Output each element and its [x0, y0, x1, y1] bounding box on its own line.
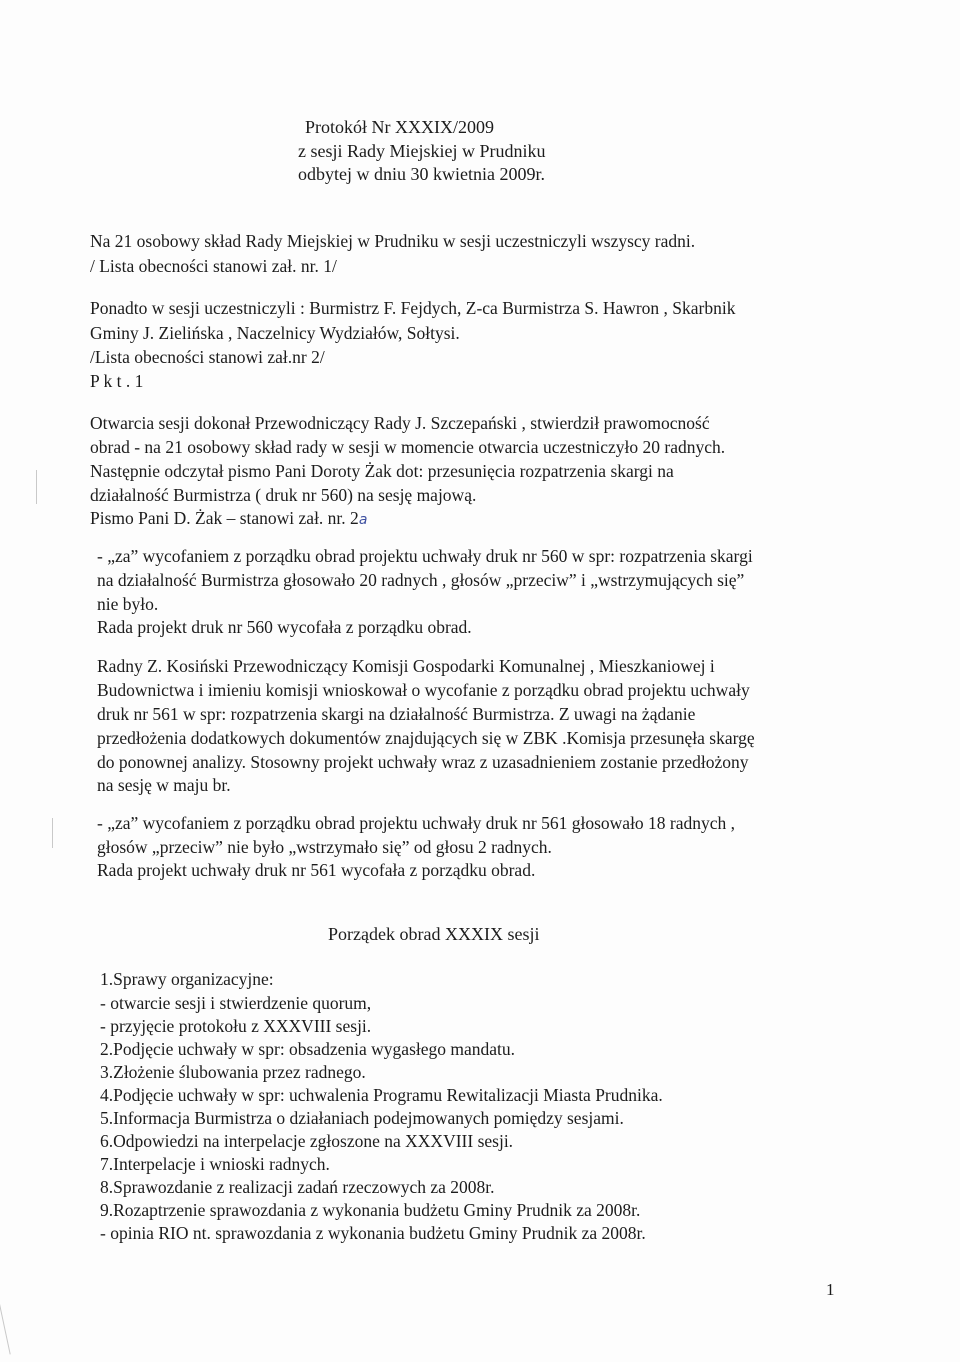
text-line: / Lista obecności stanowi zał. nr. 1/: [90, 256, 337, 276]
text-line: Rada projekt uchwały druk nr 561 wycofała z porządku obrad.: [97, 860, 536, 880]
scan-edge-mark: [36, 470, 37, 504]
text-line: głosów „przeciw” nie było „wstrzymało się” od głosu 2 radnych.: [97, 837, 552, 857]
text-line: Ponadto w sesji uczestniczyli : Burmistrz F. Fejdych, Z-ca Burmistrza S. Hawron , Skarbnik: [90, 298, 736, 318]
title-line: Protokół Nr XXXIX/2009: [305, 117, 494, 137]
text-line: działalność Burmistrza ( druk nr 560) na sesję majową.: [90, 485, 477, 505]
text-line: na działalność Burmistrza głosowało 20 radnych , głosów „przeciw” i „wstrzymujących się”: [97, 570, 745, 590]
agenda-item: 3.Złożenie ślubowania przez radnego.: [100, 1062, 366, 1082]
title-line: z sesji Rady Miejskiej w Prudniku: [298, 141, 546, 161]
text-line: Otwarcia sesji dokonał Przewodniczący Rady J. Szczepański , stwierdził prawomocność: [90, 413, 710, 433]
agenda-heading: Porządek obrad XXXIX sesji: [328, 924, 540, 944]
agenda-item: - opinia RIO nt. sprawozdania z wykonania budżetu Gminy Prudnik za 2008r.: [100, 1223, 646, 1243]
text-line: Budownictwa i imieniu komisji wnioskował o wycofanie z porządku obrad projektu uchwały: [97, 680, 750, 700]
agenda-item: 9.Rozaptrzenie sprawozdania z wykonania budżetu Gminy Prudnik za 2008r.: [100, 1200, 641, 1220]
text-segment: Pismo Pani D. Żak – stanowi zał. nr. 2: [90, 508, 359, 528]
text-line: do ponownej analizy. Stosowny projekt uchwały wraz z uzasadnieniem zostanie przedłożony: [97, 752, 749, 772]
agenda-item: 6.Odpowiedzi na interpelacje zgłoszone na XXXVIII sesji.: [100, 1131, 514, 1151]
agenda-item: - otwarcie sesji i stwierdzenie quorum,: [100, 993, 372, 1013]
text-line: Następnie odczytał pismo Pani Doroty Żak dot: przesunięcia rozpatrzenia skargi na: [90, 461, 674, 481]
point-label: P k t . 1: [90, 371, 144, 391]
text-line: przedłożenia dodatkowych dokumentów znajdujących się w ZBK .Komisja przesunęła skargę: [97, 728, 755, 748]
text-line: na sesję w maju br.: [97, 775, 231, 795]
text-line: Na 21 osobowy skład Rady Miejskiej w Prudniku w sesji uczestniczyli wszyscy radni.: [90, 231, 696, 251]
text-line: druk nr 561 w spr: rozpatrzenia skargi na działalność Burmistrza. Z uwagi na żądanie: [97, 704, 696, 724]
text-line: obrad - na 21 osobowy skład rady w sesji w momencie otwarcia uczestniczyło 20 radnych.: [90, 437, 726, 457]
title-line: odbytej w dniu 30 kwietnia 2009r.: [298, 164, 545, 184]
text-line: - „za” wycofaniem z porządku obrad projektu uchwały druk nr 561 głosowało 18 radnych ,: [97, 813, 736, 833]
agenda-item: 1.Sprawy organizacyjne:: [100, 969, 274, 989]
scan-edge-mark: [52, 818, 53, 848]
text-line: nie było.: [97, 594, 159, 614]
text-line: Radny Z. Kosiński Przewodniczący Komisji Gospodarki Komunalnej , Mieszkaniowej i: [97, 656, 715, 676]
agenda-item: 8.Sprawozdanie z realizacji zadań rzeczowych za 2008r.: [100, 1177, 495, 1197]
agenda-item: - przyjęcie protokołu z XXXVIII sesji.: [100, 1016, 372, 1036]
handwritten-annotation: a: [358, 512, 368, 528]
agenda-item: 5.Informacja Burmistrza o działaniach podejmowanych pomiędzy sesjami.: [100, 1108, 624, 1128]
text-line: - „za” wycofaniem z porządku obrad projektu uchwały druk nr 560 w spr: rozpatrzenia skargi: [97, 546, 753, 566]
text-line: /Lista obecności stanowi zał.nr 2/: [90, 347, 325, 367]
text-line: Rada projekt druk nr 560 wycofała z porządku obrad.: [97, 617, 472, 637]
agenda-item: 7.Interpelacje i wnioski radnych.: [100, 1154, 330, 1174]
agenda-item: 2.Podjęcie uchwały w spr: obsadzenia wygasłego mandatu.: [100, 1039, 516, 1059]
text-line: [90, 507, 367, 531]
page-number: 1: [826, 1280, 835, 1299]
agenda-item: 4.Podjęcie uchwały w spr: uchwalenia Programu Rewitalizacji Miasta Prudnika.: [100, 1085, 663, 1105]
scan-edge-mark: [0, 1300, 11, 1354]
text-line: Gminy J. Zielińska , Naczelnicy Wydziałów, Sołtysi.: [90, 323, 460, 343]
